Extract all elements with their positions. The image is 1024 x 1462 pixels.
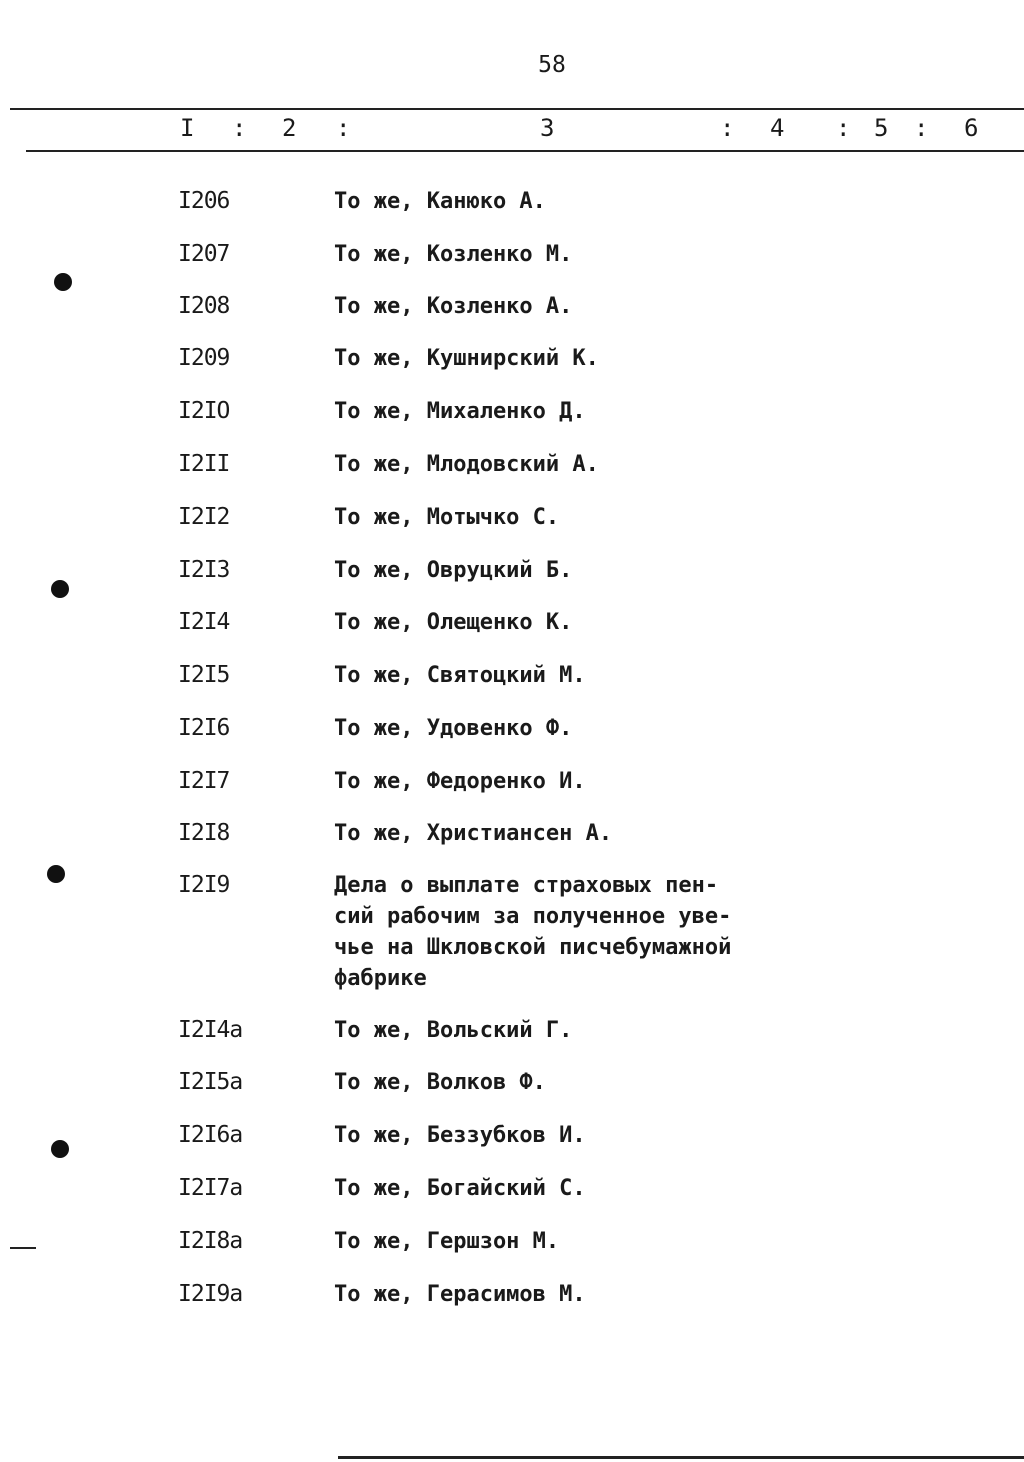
entry-number: I2IO	[178, 398, 230, 424]
entry-description: То же, Олещенко К.	[334, 610, 573, 635]
entry-number: I2I6	[178, 715, 230, 741]
column-separator: :	[914, 114, 929, 142]
column-header-2: 2	[282, 114, 297, 142]
entry-number: I2I8	[178, 820, 230, 846]
entry-description: То же, Беззубков И.	[334, 1123, 586, 1148]
entry-number: I208	[178, 293, 230, 319]
entry-number: I2I9	[178, 872, 230, 898]
entry-number: I2I3	[178, 557, 230, 583]
punch-hole	[51, 580, 69, 598]
entry-number: I2I5а	[178, 1069, 243, 1095]
entry-number: I2I7	[178, 768, 230, 794]
column-separator: :	[232, 114, 247, 142]
entry-description: То же, Мотычко С.	[334, 505, 560, 530]
column-separator: :	[836, 114, 851, 142]
entry-description: То же, Богайский С.	[334, 1176, 586, 1201]
column-separator: :	[720, 114, 735, 142]
column-header-1: I	[180, 114, 195, 142]
column-header-5: 5	[874, 114, 889, 142]
column-header-6: 6	[964, 114, 979, 142]
entry-number: I2I6а	[178, 1122, 243, 1148]
entry-number: I2I5	[178, 662, 230, 688]
entry-number: I2I4а	[178, 1017, 243, 1043]
column-separator: :	[336, 114, 351, 142]
entry-description: То же, Козленко А.	[334, 294, 573, 319]
punch-hole	[51, 1140, 69, 1158]
entry-description: То же, Герасимов М.	[334, 1282, 586, 1307]
column-header-4: 4	[770, 114, 785, 142]
entry-description: То же, Удовенко Ф.	[334, 716, 573, 741]
entry-number: I209	[178, 345, 230, 371]
entry-number: I2I2	[178, 504, 230, 530]
punch-hole	[47, 865, 65, 883]
entry-number: I206	[178, 188, 230, 214]
entry-number: I2I7а	[178, 1175, 243, 1201]
entry-description: Дела о выплате страховых пен- сий рабочим за полученное уве- чье на Шкловской писчебумажной фабрике	[334, 873, 732, 991]
entry-number: I207	[178, 241, 230, 267]
entry-description: То же, Гершзон М.	[334, 1229, 560, 1254]
entry-description: То же, Козленко М.	[334, 242, 573, 267]
margin-mark	[10, 1247, 36, 1249]
entry-description: То же, Вольский Г.	[334, 1018, 573, 1043]
entry-description: То же, Канюко А.	[334, 189, 546, 214]
header-bottom-rule	[26, 150, 1024, 152]
entry-description: То же, Кушнирский К.	[334, 346, 599, 371]
entry-number: I2I9а	[178, 1281, 243, 1307]
entry-number: I2I8а	[178, 1228, 243, 1254]
header-top-rule	[10, 108, 1024, 110]
entry-number: I2I4	[178, 609, 230, 635]
footer-rule	[338, 1456, 1024, 1459]
page-number: 58	[538, 52, 566, 78]
column-header-3: 3	[540, 114, 555, 142]
entry-description: То же, Христиансен А.	[334, 821, 613, 846]
punch-hole	[54, 273, 72, 291]
entry-description: То же, Млодовский А.	[334, 452, 599, 477]
entry-description: То же, Овруцкий Б.	[334, 558, 573, 583]
entry-description: То же, Волков Ф.	[334, 1070, 546, 1095]
entry-description: То же, Федоренко И.	[334, 769, 586, 794]
entry-description: То же, Михаленко Д.	[334, 399, 586, 424]
entry-number: I2II	[178, 451, 230, 477]
entry-description: То же, Святоцкий М.	[334, 663, 586, 688]
